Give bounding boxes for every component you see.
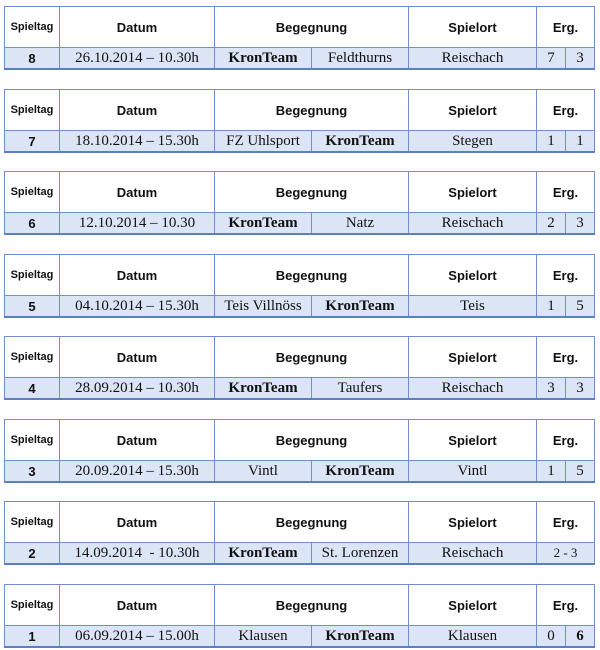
header-row xyxy=(5,255,595,296)
header-datum: Datum xyxy=(60,585,215,626)
spielort-cell: Reischach xyxy=(409,543,537,565)
match-table xyxy=(4,501,594,567)
header-datum: Datum xyxy=(60,337,215,378)
header-ergebnis: Erg. xyxy=(537,502,595,543)
header-ergebnis: Erg. xyxy=(537,420,595,461)
home-goals-cell: 7 xyxy=(537,48,566,70)
header-row xyxy=(5,337,595,378)
header-begegnung: Begegnung xyxy=(215,420,409,461)
home-goals-cell: 1 xyxy=(537,461,566,483)
header-datum: Datum xyxy=(60,172,215,213)
header-spielort: Spielort xyxy=(409,502,537,543)
match-table xyxy=(4,336,594,402)
match-row xyxy=(5,213,595,235)
datum-cell: 14.09.2014 - 10.30h xyxy=(60,543,215,565)
header-row xyxy=(5,585,595,626)
home-goals-cell: 1 xyxy=(537,296,566,318)
away-team-cell: KronTeam xyxy=(312,131,409,153)
home-goals-cell: 0 xyxy=(537,626,566,648)
away-team-cell: St. Lorenzen xyxy=(312,543,409,565)
away-team-cell: KronTeam xyxy=(312,296,409,318)
match-row xyxy=(5,378,595,400)
header-spielort: Spielort xyxy=(409,585,537,626)
datum-cell: 04.10.2014 – 15.30h xyxy=(60,296,215,318)
home-team-cell: Teis Villnöss xyxy=(215,296,312,318)
header-spielort: Spielort xyxy=(409,337,537,378)
spieltag-cell: 4 xyxy=(5,378,60,400)
header-spieltag: Spieltag xyxy=(5,420,60,461)
match-row xyxy=(5,131,595,153)
header-datum: Datum xyxy=(60,502,215,543)
home-team-cell: KronTeam xyxy=(215,378,312,400)
header-spieltag: Spieltag xyxy=(5,90,60,131)
match-row xyxy=(5,626,595,648)
home-team-cell: KronTeam xyxy=(215,213,312,235)
header-spielort: Spielort xyxy=(409,90,537,131)
header-datum: Datum xyxy=(60,90,215,131)
home-goals-cell: 2 xyxy=(537,213,566,235)
header-ergebnis: Erg. xyxy=(537,337,595,378)
match-row xyxy=(5,48,595,70)
away-goals-cell: 5 xyxy=(566,296,595,318)
away-goals-cell: 3 xyxy=(566,48,595,70)
match-table xyxy=(4,89,594,155)
datum-cell: 28.09.2014 – 10.30h xyxy=(60,378,215,400)
match-table xyxy=(4,171,594,237)
spieltag-cell: 1 xyxy=(5,626,60,648)
datum-cell: 18.10.2014 – 15.30h xyxy=(60,131,215,153)
away-team-cell: KronTeam xyxy=(312,461,409,483)
result-cell: 2 - 3 xyxy=(537,543,595,565)
header-row xyxy=(5,420,595,461)
header-begegnung: Begegnung xyxy=(215,7,409,48)
header-ergebnis: Erg. xyxy=(537,7,595,48)
header-spielort: Spielort xyxy=(409,172,537,213)
header-begegnung: Begegnung xyxy=(215,337,409,378)
away-goals-cell: 3 xyxy=(566,213,595,235)
datum-cell: 20.09.2014 – 15.30h xyxy=(60,461,215,483)
home-team-cell: KronTeam xyxy=(215,48,312,70)
header-spieltag: Spieltag xyxy=(5,172,60,213)
away-goals-cell: 5 xyxy=(566,461,595,483)
home-goals-cell: 3 xyxy=(537,378,566,400)
datum-cell: 12.10.2014 – 10.30 xyxy=(60,213,215,235)
spieltag-cell: 5 xyxy=(5,296,60,318)
match-table xyxy=(4,254,594,320)
match-table xyxy=(4,419,594,485)
away-goals-cell: 3 xyxy=(566,378,595,400)
spieltag-cell: 2 xyxy=(5,543,60,565)
away-goals-cell: 6 xyxy=(566,626,595,648)
match-table xyxy=(4,6,594,72)
away-team-cell: Natz xyxy=(312,213,409,235)
header-spieltag: Spieltag xyxy=(5,255,60,296)
home-team-cell: KronTeam xyxy=(215,543,312,565)
spielort-cell: Reischach xyxy=(409,213,537,235)
header-spieltag: Spieltag xyxy=(5,502,60,543)
spielort-cell: Teis xyxy=(409,296,537,318)
header-spieltag: Spieltag xyxy=(5,7,60,48)
spielort-cell: Klausen xyxy=(409,626,537,648)
away-goals-cell: 1 xyxy=(566,131,595,153)
spieltag-cell: 6 xyxy=(5,213,60,235)
match-row xyxy=(5,296,595,318)
match-table xyxy=(4,584,594,650)
spielort-cell: Reischach xyxy=(409,48,537,70)
spieltag-cell: 8 xyxy=(5,48,60,70)
header-spielort: Spielort xyxy=(409,255,537,296)
header-row xyxy=(5,502,595,543)
header-spielort: Spielort xyxy=(409,420,537,461)
header-begegnung: Begegnung xyxy=(215,585,409,626)
datum-cell: 26.10.2014 – 10.30h xyxy=(60,48,215,70)
home-team-cell: Vintl xyxy=(215,461,312,483)
header-ergebnis: Erg. xyxy=(537,585,595,626)
spielort-cell: Vintl xyxy=(409,461,537,483)
header-spieltag: Spieltag xyxy=(5,585,60,626)
header-row xyxy=(5,7,595,48)
header-ergebnis: Erg. xyxy=(537,172,595,213)
header-spieltag: Spieltag xyxy=(5,337,60,378)
spielort-cell: Reischach xyxy=(409,378,537,400)
header-begegnung: Begegnung xyxy=(215,90,409,131)
header-begegnung: Begegnung xyxy=(215,172,409,213)
header-begegnung: Begegnung xyxy=(215,255,409,296)
header-spielort: Spielort xyxy=(409,7,537,48)
away-team-cell: Taufers xyxy=(312,378,409,400)
header-datum: Datum xyxy=(60,7,215,48)
match-row xyxy=(5,543,595,565)
header-datum: Datum xyxy=(60,420,215,461)
header-row xyxy=(5,90,595,131)
header-begegnung: Begegnung xyxy=(215,502,409,543)
away-team-cell: KronTeam xyxy=(312,626,409,648)
spieltag-cell: 3 xyxy=(5,461,60,483)
header-ergebnis: Erg. xyxy=(537,90,595,131)
home-team-cell: FZ Uhlsport xyxy=(215,131,312,153)
spieltag-cell: 7 xyxy=(5,131,60,153)
header-ergebnis: Erg. xyxy=(537,255,595,296)
match-row xyxy=(5,461,595,483)
datum-cell: 06.09.2014 – 15.00h xyxy=(60,626,215,648)
header-datum: Datum xyxy=(60,255,215,296)
away-team-cell: Feldthurns xyxy=(312,48,409,70)
header-row xyxy=(5,172,595,213)
spielort-cell: Stegen xyxy=(409,131,537,153)
home-goals-cell: 1 xyxy=(537,131,566,153)
home-team-cell: Klausen xyxy=(215,626,312,648)
